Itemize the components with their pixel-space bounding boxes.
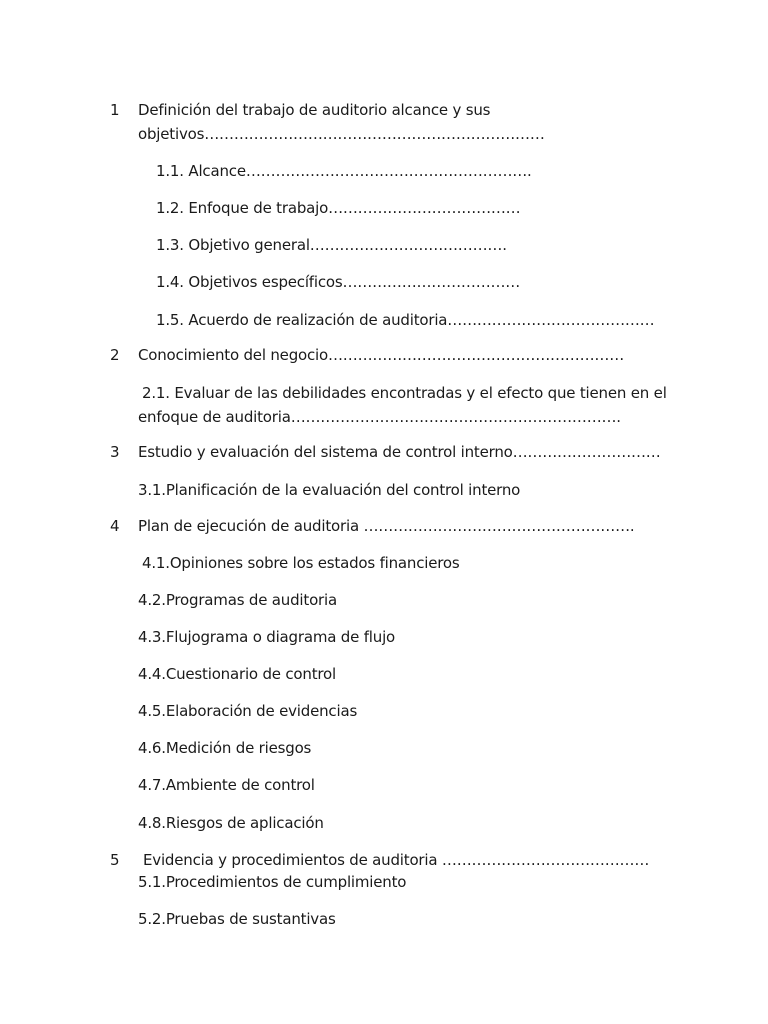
toc-item: 1.5. Acuerdo de realización de auditoria…………………………………… <box>156 311 655 329</box>
toc-item: 3.1.Planificación de la evaluación del control interno <box>138 481 521 499</box>
toc-item: 4.2.Programas de auditoria <box>138 591 337 609</box>
toc-item: 4.3.Flujograma o diagrama de flujo <box>138 628 396 646</box>
toc-item: 4.6.Medición de riesgos <box>138 739 312 757</box>
section-title: Conocimiento del negocio…………………………………………………… <box>138 346 625 364</box>
section-number: 1 <box>110 101 120 119</box>
toc-item: 2.1. Evaluar de las debilidades encontradas y el efecto que tienen en el <box>142 384 667 402</box>
toc-item: 1.1. Alcance…………………………………………………. <box>156 162 532 180</box>
toc-item: 4.7.Ambiente de control <box>138 776 315 794</box>
toc-item: 1.4. Objetivos específicos……………………………… <box>156 273 521 291</box>
toc-item: 4.1.Opiniones sobre los estados financieros <box>142 554 460 572</box>
toc-item: 4.8.Riesgos de aplicación <box>138 814 324 832</box>
section-title: Estudio y evaluación del sistema de control interno………………………… <box>138 443 661 461</box>
section-title: Definición del trabajo de auditorio alcance y sus <box>138 101 491 119</box>
section-number: 4 <box>110 517 120 535</box>
toc-item: 4.5.Elaboración de evidencias <box>138 702 358 720</box>
toc-item: 1.2. Enfoque de trabajo………………………………… <box>156 199 521 217</box>
section-title: Evidencia y procedimientos de auditoria …………………………………… <box>143 851 650 869</box>
toc-item: 1.3. Objetivo general…………………………………. <box>156 236 507 254</box>
toc-item: 4.4.Cuestionario de control <box>138 665 336 683</box>
section-number: 3 <box>110 443 120 461</box>
toc-item: 5.2.Pruebas de sustantivas <box>138 910 336 928</box>
toc-item: 5.1.Procedimientos de cumplimiento <box>138 873 407 891</box>
toc-item-continuation: enfoque de auditoria…………………………………………………………. <box>138 408 621 426</box>
section-number: 2 <box>110 346 120 364</box>
section-title: Plan de ejecución de auditoria ………………………………………………. <box>138 517 635 535</box>
section-title-continuation: objetivos…………………………………………………………… <box>138 125 545 143</box>
section-number: 5 <box>110 851 120 869</box>
